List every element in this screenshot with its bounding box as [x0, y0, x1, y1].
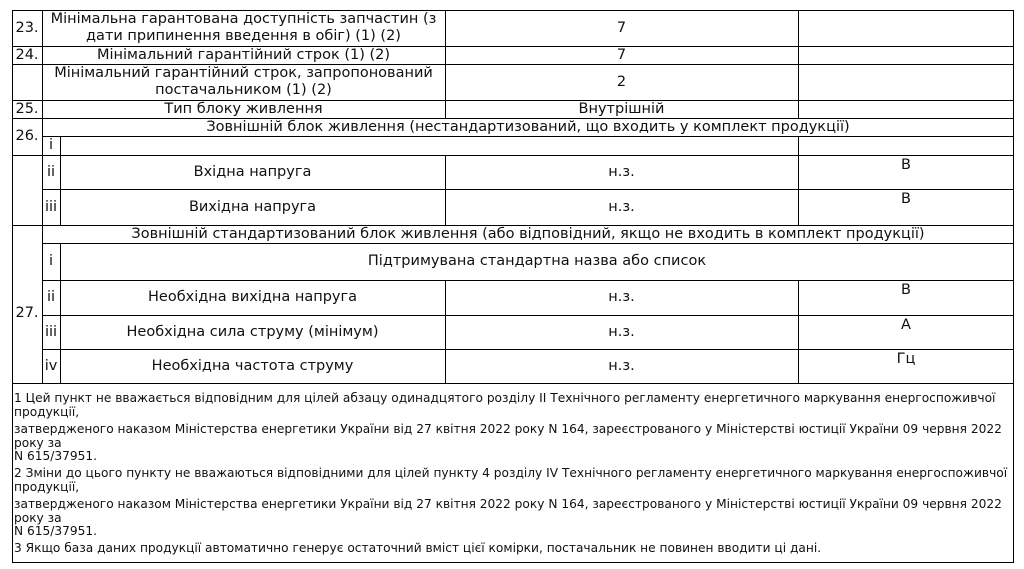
sub-label: Вхідна напруга [193, 163, 312, 180]
sub-index: i [48, 253, 54, 269]
row-number: 23. [15, 19, 39, 36]
row-label [42, 64, 445, 100]
unit-label: В [901, 191, 911, 207]
sub-label: Необхідна частота струму [151, 357, 354, 374]
row-number: 27. [15, 304, 39, 321]
label-line: Мінімальна гарантована доступність запчастин (з [50, 11, 437, 27]
unit-label: А [901, 317, 911, 333]
unit-label: Гц [896, 351, 916, 367]
label-line: Мінімальний гарантійний строк, запропонований [54, 65, 433, 81]
footnote-text: N 615/37951. [14, 449, 98, 464]
row-number: 26. [15, 128, 39, 144]
footnote-text: N 615/37951. [14, 524, 98, 539]
sub-value: н.з. [608, 323, 635, 340]
section-heading: Зовнішній стандартизований блок живлення (або відповідний, якщо не входить в комплект продукції) [131, 225, 925, 242]
footnote-text: 1 Цей пункт не вважається відповідним для цілей абзацу одинадцятого розділу II Технічного регламенту енергетичного маркування енергоспоживчої продукції, [14, 391, 996, 419]
section-heading: Зовнішній блок живлення (нестандартизований, що входить у комплект продукції) [206, 118, 850, 135]
spec-table-document [12, 10, 1014, 563]
sub-value: н.з. [608, 289, 635, 305]
row-label: Мінімальний гарантійний строк (1) (2) [96, 46, 391, 63]
sub-value: н.з. [608, 198, 635, 215]
row-number: 25. [15, 100, 39, 117]
footnote-text: 2 Зміни до цього пункту не вважаються відповідними для цілей пункту 4 розділу IV Технічного регламенту енергетичного маркування енергоспоживчої продукції, [14, 465, 1008, 494]
footnote-text: затвердженого наказом Міністерства енергетики України від 27 квітня 2022 року N 164, зареєстрованого у Міністерстві юстиції України 09 червня 2022 року за [14, 497, 1002, 525]
unit-label: В [901, 157, 911, 173]
sub-index: iii [44, 323, 58, 340]
row-label: Тип блоку живлення [164, 100, 323, 117]
sub-label: Підтримувана стандартна назва або список [367, 253, 707, 269]
sub-index: ii [46, 289, 56, 305]
sub-value: н.з. [608, 163, 635, 180]
row-number: 24. [15, 46, 39, 63]
label-line: дати припинення введення в обіг) (1) (2) [86, 28, 401, 44]
row-value: 7 [616, 19, 627, 36]
row-value: 7 [616, 46, 627, 63]
sub-index: iv [44, 357, 58, 374]
row-value: Внутрішній [578, 100, 665, 117]
footnote-text: затвердженого наказом Міністерства енергетики України від 27 квітня 2022 року N 164, зареєстрованого у Міністерстві юстиції України 09 червня 2022 року за [14, 422, 1002, 450]
sub-label: Необхідна сила струму (мінімум) [126, 323, 379, 340]
footnotes [14, 392, 1012, 556]
label-line: постачальником (1) (2) [155, 82, 332, 98]
row-label [42, 10, 445, 46]
sub-index: ii [46, 163, 56, 180]
sub-index: iii [44, 198, 58, 215]
sub-label: Вихідна напруга [188, 198, 317, 215]
sub-label: Необхідна вихідна напруга [148, 289, 357, 305]
sub-index: i [48, 137, 54, 153]
row-value: 2 [616, 73, 627, 90]
footnote-text: 3 Якщо база даних продукції автоматично генерує остаточний вміст цієї комірки, постачальник не повинен вводити ці дані. [14, 540, 822, 555]
unit-label: В [901, 282, 911, 298]
sub-value: н.з. [608, 357, 635, 374]
